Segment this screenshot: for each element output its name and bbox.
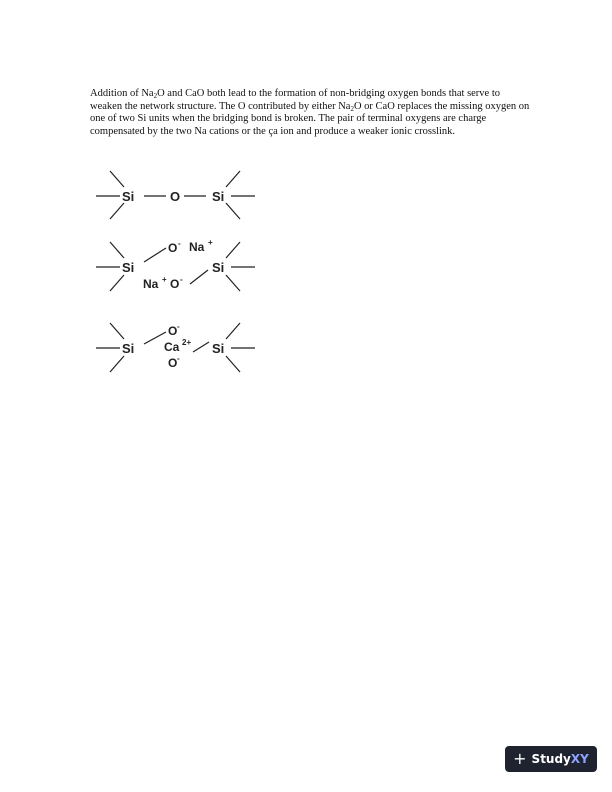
si-atom: Si	[122, 341, 135, 356]
oxygen-atom: O	[170, 189, 181, 204]
studyxy-badge[interactable]	[505, 746, 597, 772]
charge-label: -	[177, 354, 180, 363]
charge-label: 2+	[182, 338, 192, 347]
subscript: 2	[350, 104, 354, 113]
oxygen-atom: O	[170, 277, 180, 291]
si-atom: Si	[212, 341, 225, 356]
charge-label: +	[208, 238, 213, 247]
oxygen-atom: O	[168, 324, 178, 338]
charge-label: -	[180, 275, 183, 284]
text-run: O and CaO both lead to the formation of non-bridging oxygen bonds that serve to weaken the network structure. The O contributed by either Na	[90, 88, 501, 112]
oxygen-atom: O	[168, 356, 178, 370]
sodium-ion: Na	[143, 277, 159, 291]
si-atom: Si	[122, 189, 135, 204]
oxygen-atom: O	[168, 241, 178, 255]
sodium-ion: Na	[189, 240, 205, 254]
si-atom: Si	[212, 260, 225, 275]
subscript: 2	[153, 92, 158, 100]
brand-main: Study	[531, 752, 571, 766]
si-atom: Si	[212, 189, 225, 204]
charge-label: +	[162, 275, 167, 284]
calcium-ion: Ca	[164, 340, 180, 354]
text-run: Addition of Na	[90, 88, 154, 99]
plus-icon: +	[513, 749, 527, 768]
charge-label: -	[177, 322, 180, 331]
si-atom: Si	[122, 260, 135, 275]
text-run: O or CaO replaces the missing oxygen on one of two Si units when the bridging bond is broken. The pair of terminal oxygens are charge compensated by the two Na cations or the ça ion and produce a weaker ionic crosslink.	[90, 100, 530, 137]
charge-label: -	[178, 239, 181, 248]
brand-accent: XY	[570, 752, 589, 766]
